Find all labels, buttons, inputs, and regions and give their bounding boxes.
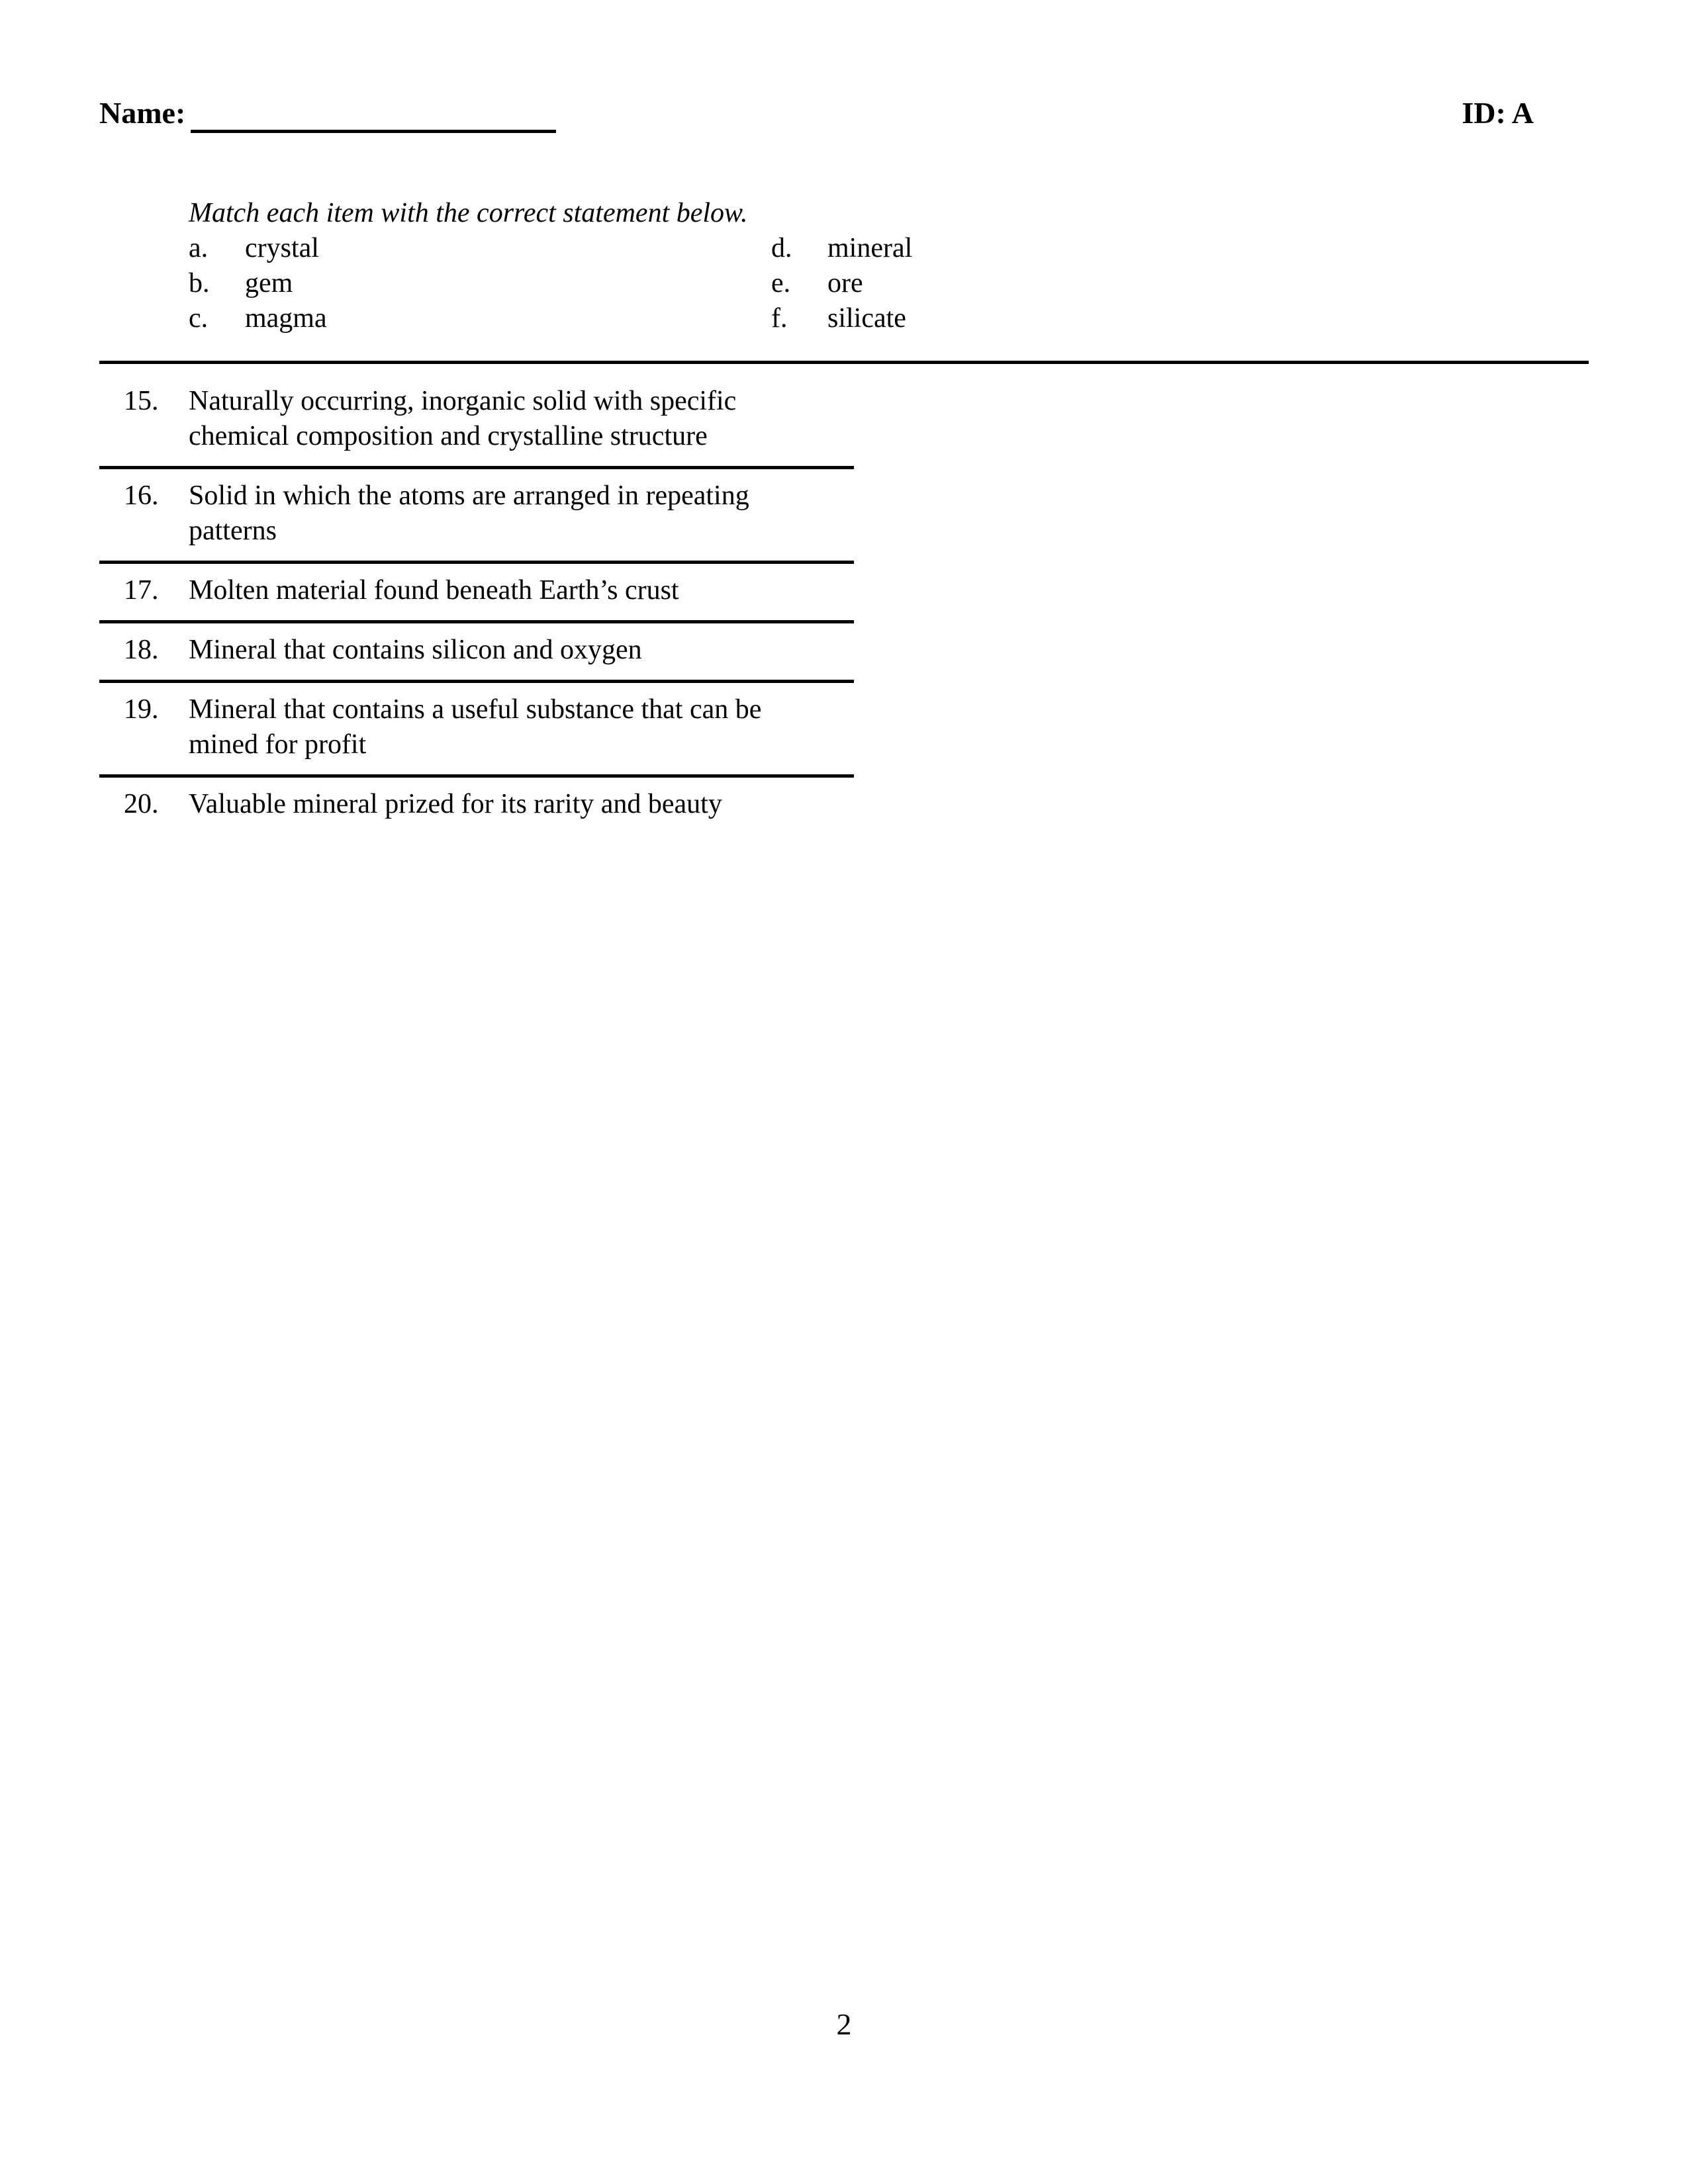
option-term: ore	[827, 268, 863, 298]
name-label: Name:	[99, 96, 186, 130]
question-text: Naturally occurring, inorganic solid with specific chemical composition and crystalline structure	[189, 386, 737, 451]
question-item	[99, 469, 854, 564]
matching-option-row	[189, 301, 1589, 336]
option-term: crystal	[245, 233, 319, 263]
question-number: 18.	[124, 635, 159, 665]
option-term: gem	[245, 268, 293, 298]
page-number: 2	[836, 2007, 852, 2041]
question-text: Molten material found beneath Earth’s crust	[189, 575, 679, 606]
id-label: ID: A	[1462, 96, 1534, 130]
question-number: 15.	[124, 386, 159, 416]
question-number: 19.	[124, 694, 159, 725]
question-text: Valuable mineral prized for its rarity and beauty	[189, 789, 722, 819]
question-text: Solid in which the atoms are arranged in repeating patterns	[189, 480, 749, 546]
questions-list	[99, 364, 854, 822]
option-letter: b.	[189, 268, 210, 298]
content-area	[99, 196, 1589, 822]
option-letter: a.	[189, 233, 209, 263]
option-term: silicate	[827, 303, 906, 334]
option-letter: e.	[771, 268, 791, 298]
name-blank-line	[191, 130, 556, 133]
matching-option-row	[189, 231, 1589, 266]
option-term: magma	[245, 303, 327, 334]
question-item	[99, 623, 854, 683]
question-item	[99, 778, 854, 822]
question-item	[99, 564, 854, 623]
question-number: 17.	[124, 575, 159, 606]
option-term: mineral	[827, 233, 913, 263]
page-header	[99, 97, 1589, 138]
question-number: 20.	[124, 789, 159, 819]
option-letter: d.	[771, 233, 792, 263]
question-item	[99, 683, 854, 778]
matching-instruction: Match each item with the correct statement below.	[189, 198, 748, 228]
matching-option-row	[189, 266, 1589, 301]
question-number: 16.	[124, 480, 159, 511]
option-letter: c.	[189, 303, 209, 334]
option-letter: f.	[771, 303, 788, 334]
question-text: Mineral that contains a useful substance that can be mined for profit	[189, 694, 762, 760]
matching-options	[99, 231, 1589, 336]
question-text: Mineral that contains silicon and oxygen	[189, 635, 642, 665]
question-item	[99, 364, 854, 469]
